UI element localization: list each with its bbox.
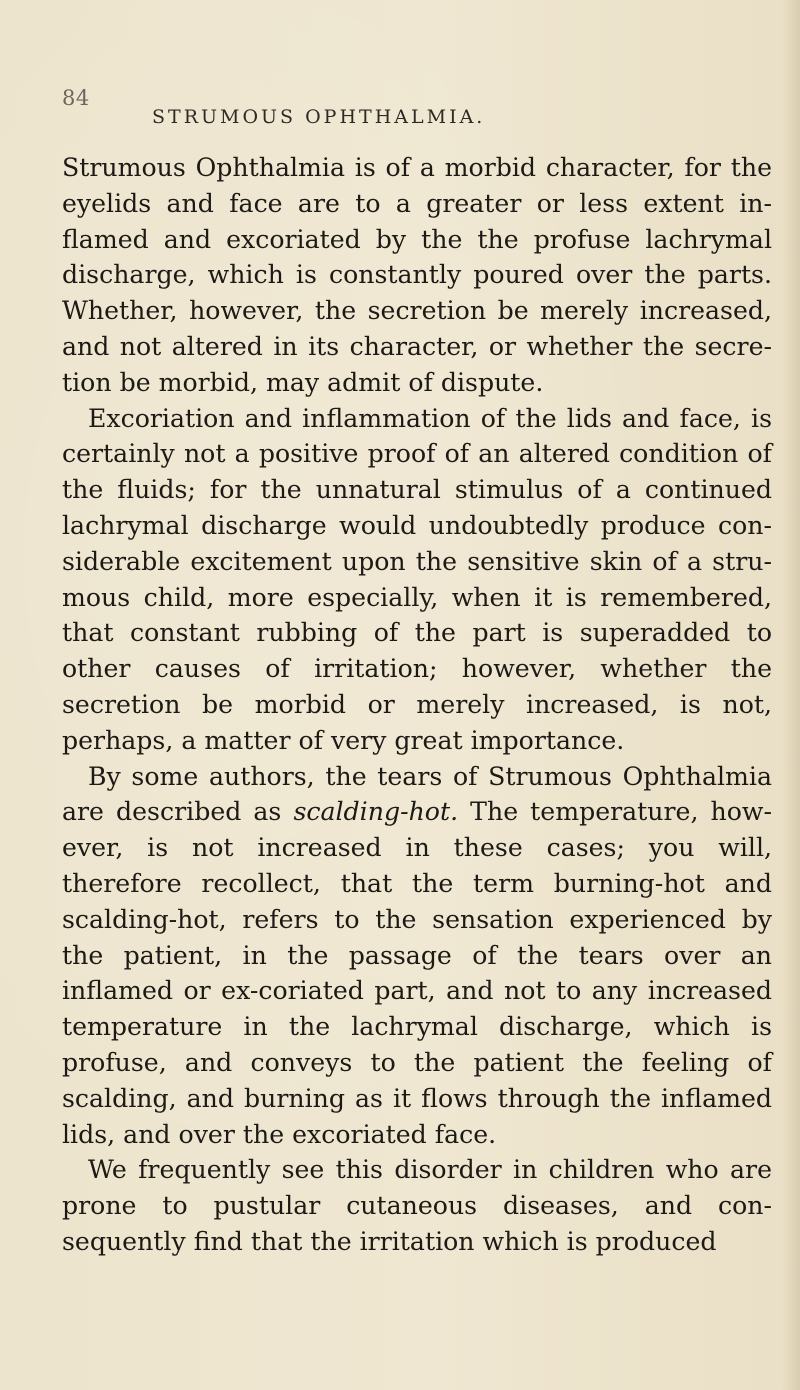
- paragraph-3: [62, 759, 772, 1153]
- paragraph-3-text-after: The temperature, how-ever, is not increased in these cases; you will, therefore recollect, that the term burning-hot and scalding-hot, refers to the sensation experienced by the patient, in the passage of the tears over an inflamed or ex-coriated part, and not to any increased temperature in the lachrymal discharge, which is profuse, and conveys to the patient the feeling of scalding, and burning as it flows through the inflamed lids, and over the excoriated face.: [62, 797, 772, 1149]
- paragraph-4: We frequently see this disorder in children who are prone to pustular cutaneous diseases, and con-sequently find that the irritation which is produced: [62, 1155, 772, 1256]
- paragraph-1: Strumous Ophthalmia is of a morbid character, for the eyelids and face are to a greater or less extent in-flamed and excoriated by the the profuse lachrymal discharge, which is constantly poured over the parts. Whether, however, the secretion be merely increased, and not altered in its character, or whether the secre-tion be morbid, may admit of dispute.: [62, 153, 772, 397]
- running-head: STRUMOUS OPHTHALMIA.: [152, 106, 486, 128]
- paragraph-2: Excoriation and inflammation of the lids and face, is certainly not a positive proof of an altered condition of the fluids; for the unnatural stimulus of a continued lachrymal discharge would undoubtedly produce con-siderable excitement upon the sensitive skin of a stru-mous child, more especially, when it is remembered, that constant rubbing of the part is superadded to other causes of irritation; however, whether the secretion be morbid or merely increased, is not, perhaps, a matter of very great importance.: [62, 403, 772, 755]
- page-edge-shadow: [782, 0, 800, 1390]
- page-header: [62, 86, 770, 126]
- paragraph-3-italic-term: scalding-hot.: [293, 797, 459, 827]
- body-text: [62, 150, 772, 1260]
- paragraph-3-text-before: By some authors, the tears of Strumous Ophthalmia are described as: [62, 761, 772, 827]
- page-number: 84: [62, 86, 90, 110]
